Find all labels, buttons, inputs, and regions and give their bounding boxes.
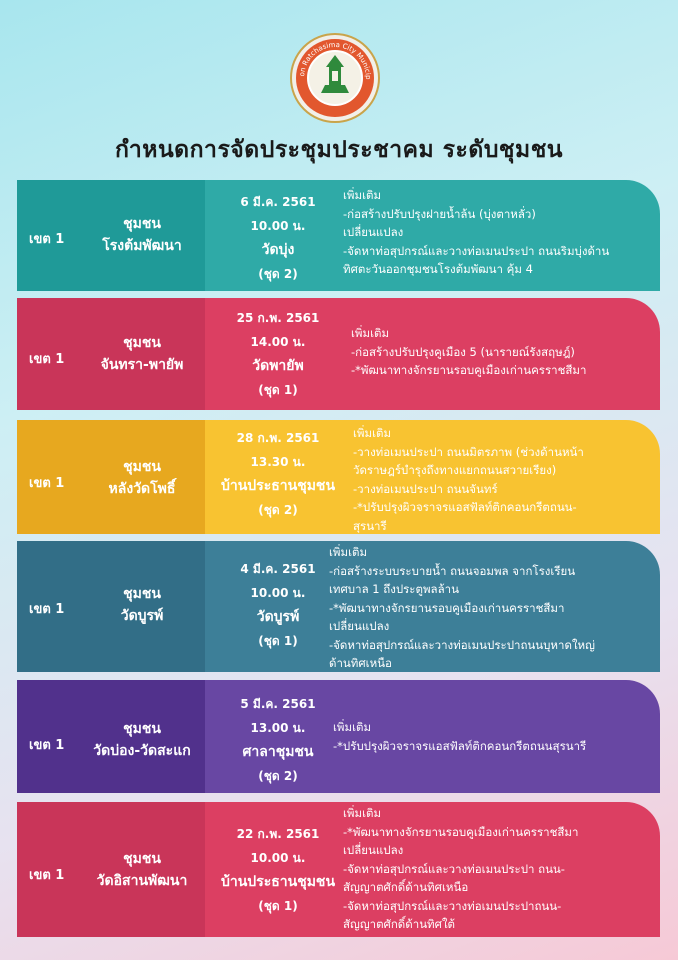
schedule-row-2 [17,298,660,410]
schedule-row-5 [17,680,660,793]
zone-label: เขต 1 [29,352,65,367]
municipality-logo [290,33,380,123]
project-details: เพิ่มเติม -*ปรับปรุงผิวจราจรแอสฟัลท์ติกคอนกรีตถนนสุรนารี [333,720,587,753]
schedule-row-4 [17,541,660,672]
meeting-info: 5 มี.ค. 2561 13.00 น. ศาลาชุมชน (ชุด 2) [240,697,316,783]
zone-label: เขต 1 [29,738,65,753]
project-details: เพิ่มเติม -วางท่อเมนประปา ถนนมิตรภาพ (ช่วงด้านหน้า วัดราษฎร์บำรุงถึงทางแยกถนนสวายเรียง) -วางท่อเมนประปา ถนนจันทร์ -*ปรับปรุงผิวจราจรแอสฟัลท์ติกคอนกรีตถนน- สุรนารี [353,426,584,533]
project-details: เพิ่มเติม -*พัฒนาทางจักรยานรอบคูเมืองเก่านครราชสีมา เปลี่ยนแปลง -จัดหาท่อสุปกรณ์และวางท่อเมนประปา ถนน- สัญญาตศักดิ์ด้านทิศเหนือ -จัดหาท่อสุปกรณ์และวางท่อเมนประปาถนน- สัญญาตศักดิ์ด้านทิศใต้ [343,806,579,931]
zone-label: เขต 1 [29,868,65,883]
page-title: กำหนดการจัดประชุมประชาคม ระดับชุมชน [114,136,564,163]
community-name: ชุมชน วัดอิสานพัฒนา [96,851,188,889]
schedule-row-6 [17,802,660,937]
zone-label: เขต 1 [29,232,65,247]
zone-label: เขต 1 [29,476,65,491]
project-details: เพิ่มเติม -ก่อสร้างปรับปรุงคูเมือง 5 (นารายณ์รังสฤษฎ์) -*พัฒนาทางจักรยานรอบคูเมืองเก่านครราชสีมา [351,326,587,377]
community-name: ชุมชน จันทรา-พายัพ [100,335,184,373]
zone-label: เขต 1 [29,602,65,617]
logo-text: on Ratchasima City Municip [297,40,373,80]
project-details: เพิ่มเติม -ก่อสร้างปรับปรุงฝายน้ำล้น (บุ่งตาหลั่ว) เปลี่ยนแปลง -จัดหาท่อสุปกรณ์และวางท่อเมนประปา ถนนริมบุ่งด้าน ทิศตะวันออกชุมชนโรงต้มพัฒนา คุ้ม 4 [343,188,610,276]
meeting-info: 4 มี.ค. 2561 10.00 น. วัดบูรพ์ (ชุด 1) [240,562,316,648]
meeting-info: 28 ก.พ. 2561 13.30 น. บ้านประธานชุมชน (ชุด 2) [220,431,336,517]
meeting-info: 25 ก.พ. 2561 14.00 น. วัดพายัพ (ชุด 1) [236,311,320,397]
community-name: ชุมชน หลังวัดโพธิ์ [108,459,176,497]
meeting-info: 22 ก.พ. 2561 10.00 น. บ้านประธานชุมชน (ชุด 1) [220,827,336,913]
schedule-row-1 [17,180,660,291]
community-name: ชุมชน วัดบูรพ์ [120,586,164,624]
community-name: ชุมชน โรงต้มพัฒนา [102,216,182,254]
community-name: ชุมชน วัดบ่อง-วัดสะแก [93,721,191,759]
meeting-info: 6 มี.ค. 2561 10.00 น. วัดบุ่ง (ชุด 2) [240,195,316,281]
project-details: เพิ่มเติม -ก่อสร้างระบบระบายน้ำ ถนนจอมพล จากโรงเรียน เทศบาล 1 ถึงประตูพลล้าน -*พัฒนาทางจักรยานรอบคูเมืองเก่านครราชสีมา เปลี่ยนแปลง -จัดหาท่อสุปกรณ์และวางท่อเมนประปาถนนบุหาดใหญ่ ด้านทิศเหนือ [329,545,595,670]
schedule-row-3 [17,420,660,534]
